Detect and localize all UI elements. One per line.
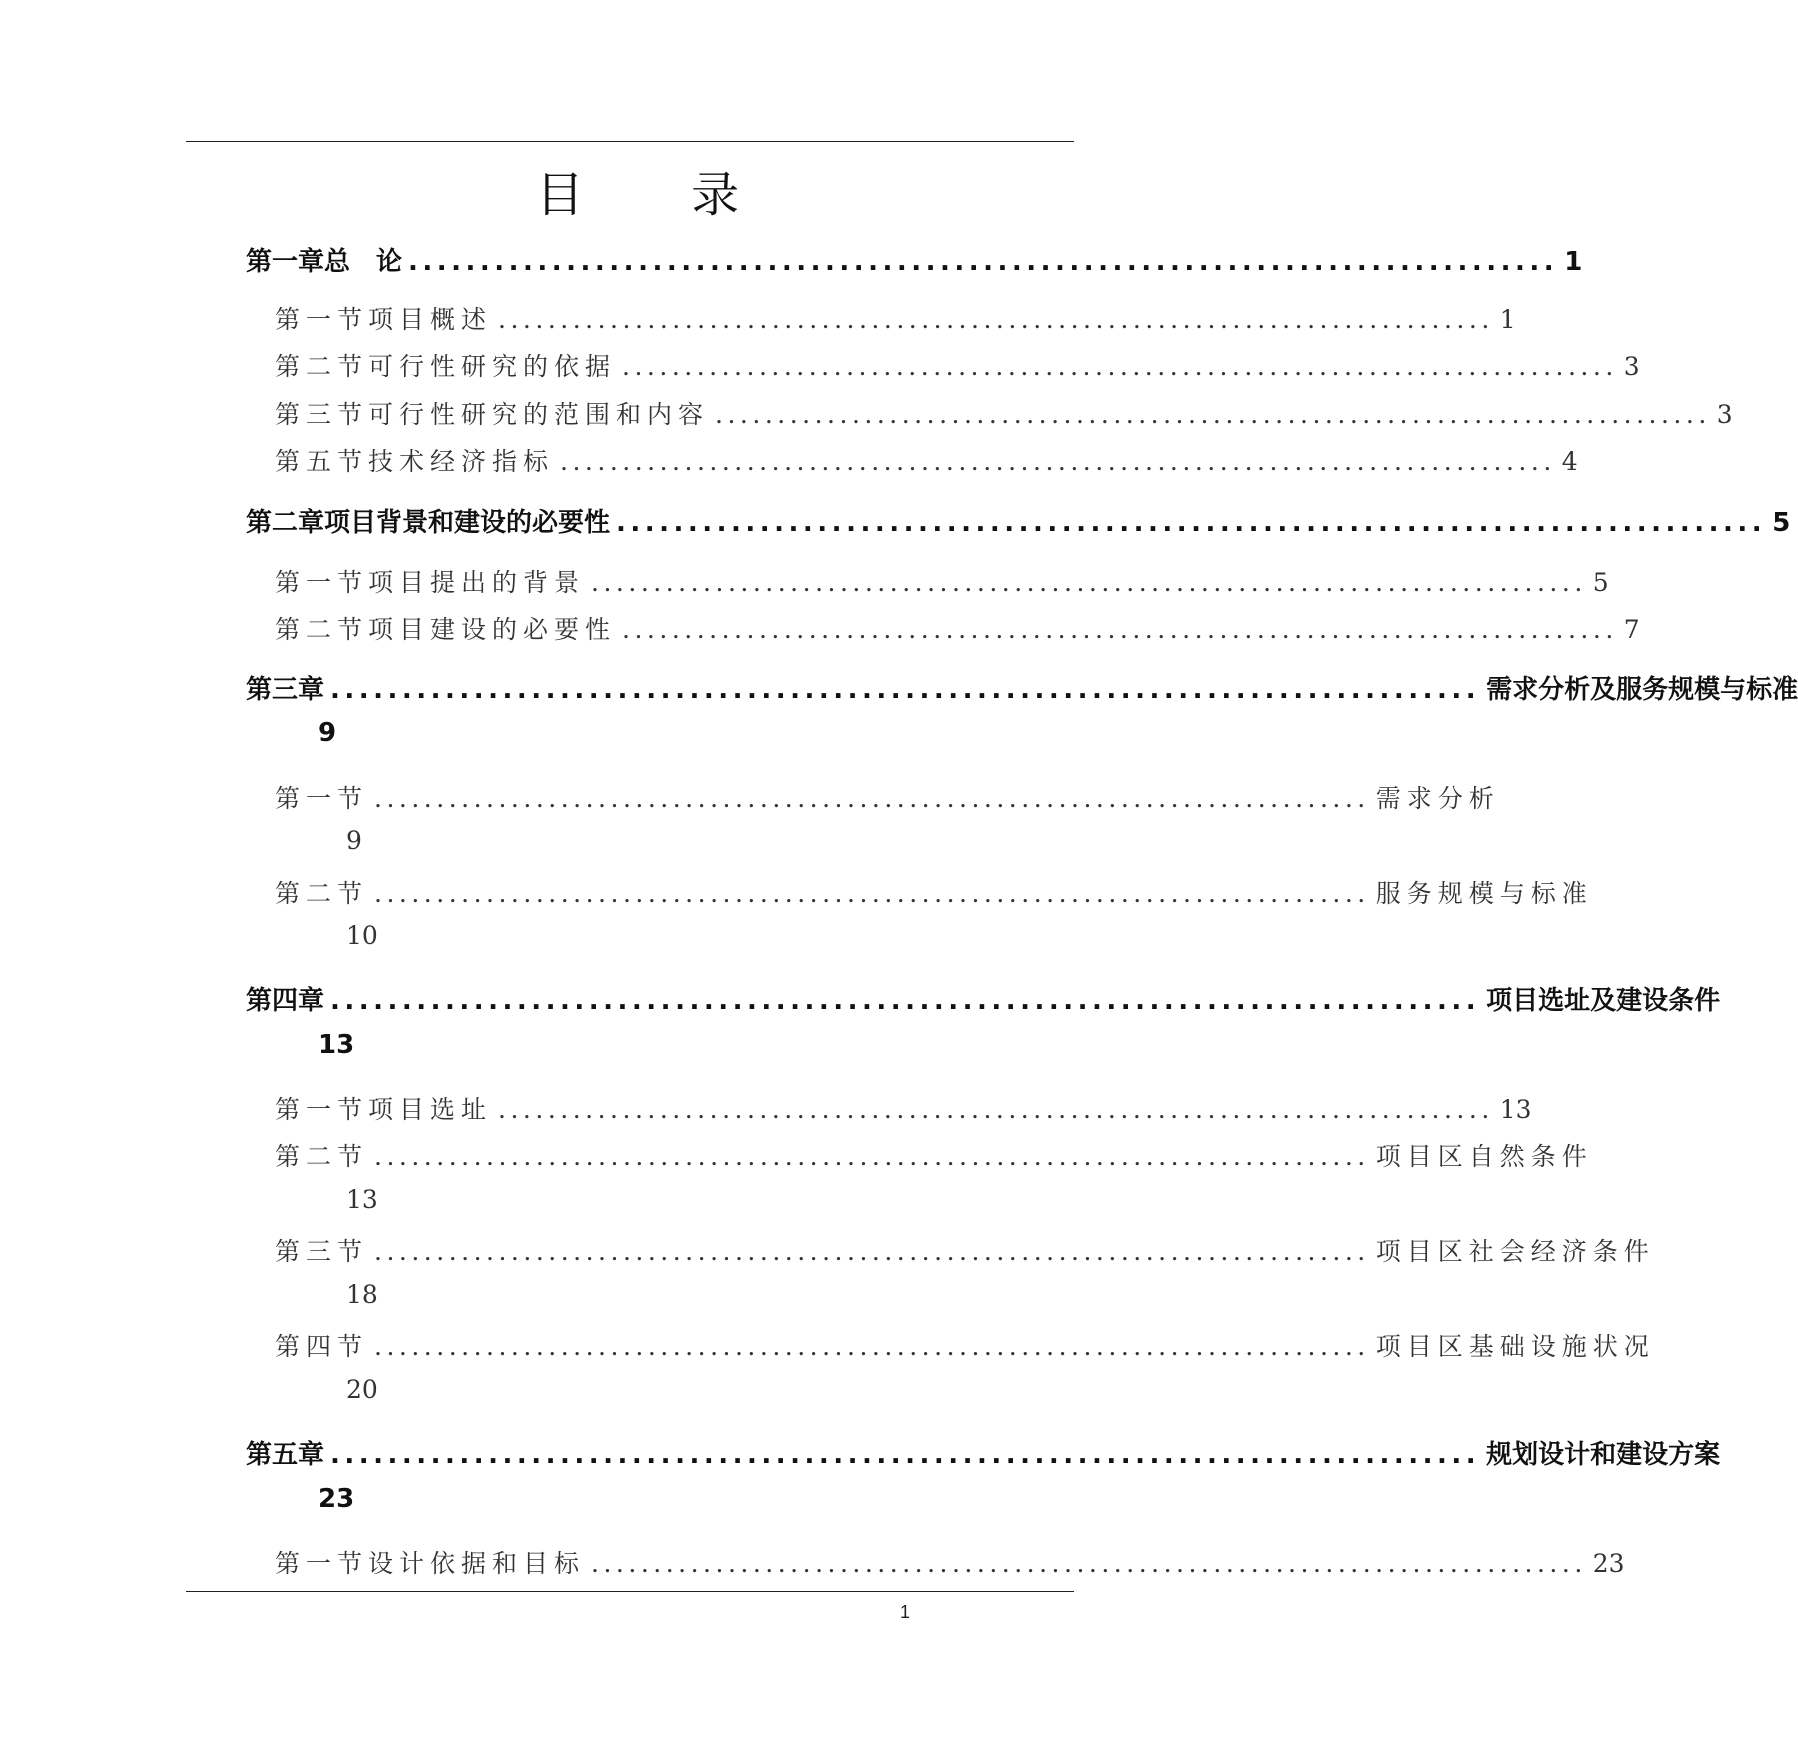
header-rule <box>186 141 1074 142</box>
toc-leader: ................................................................................ <box>560 447 1556 476</box>
toc-label: 第二节 <box>275 1142 369 1171</box>
toc-page: 10 <box>346 921 378 950</box>
toc-section[interactable] <box>275 563 1609 599</box>
toc-label: 第五章 <box>246 1440 325 1470</box>
toc-section[interactable] <box>275 347 1640 383</box>
toc-leader: ................................................................................ <box>622 352 1618 381</box>
toc-label: 第二节 <box>275 615 369 644</box>
toc-title: 需求分析及服务规模与标准 <box>1486 675 1798 705</box>
toc-title: 可行性研究的依据 <box>368 352 617 381</box>
toc-page: 13 <box>1499 1095 1532 1124</box>
toc-label: 第一节 <box>275 305 369 334</box>
toc-section[interactable] <box>275 1544 1625 1580</box>
toc-label: 第二节 <box>275 879 369 908</box>
toc-title: 需求分析 <box>1375 784 1500 813</box>
footer-rule <box>186 1591 1074 1592</box>
toc-leader: ................................................................................ <box>715 400 1711 429</box>
toc-page: 3 <box>1716 400 1733 429</box>
toc-page: 4 <box>1561 447 1578 476</box>
toc-section[interactable] <box>275 442 1578 478</box>
toc-title: 项目选址 <box>368 1095 493 1124</box>
toc-leader: ................................................................................ <box>374 879 1370 908</box>
toc-chapter-5[interactable] <box>246 1434 1721 1471</box>
toc-title: 技术经济指标 <box>368 447 555 476</box>
toc-page: 1 <box>1499 305 1516 334</box>
footer-page-number: 1 <box>900 1602 911 1622</box>
toc-leader: ................................................................................ <box>408 247 1559 277</box>
toc-title: 项目区社会经济条件 <box>1375 1237 1655 1266</box>
toc-leader: ................................................................................ <box>330 675 1481 705</box>
toc-chapter-3[interactable] <box>246 669 1798 706</box>
toc-page: 23 <box>318 1484 355 1514</box>
toc-label: 第一节 <box>275 568 369 597</box>
toc-leader: ................................................................................ <box>622 615 1618 644</box>
page-title: 目 录 <box>535 167 786 223</box>
toc-leader: ................................................................................ <box>498 305 1494 334</box>
toc-page: 9 <box>318 718 337 748</box>
toc-title: 设计依据和目标 <box>368 1549 586 1578</box>
toc-title: 规划设计和建设方案 <box>1486 1440 1721 1470</box>
toc-section[interactable] <box>275 1327 1655 1363</box>
toc-label: 第一章 <box>246 247 325 277</box>
toc-label: 第二节 <box>275 352 369 381</box>
toc-page: 3 <box>1623 352 1640 381</box>
toc-title: 项目选址及建设条件 <box>1486 986 1721 1016</box>
toc-section[interactable] <box>275 1137 1593 1173</box>
toc-label: 第一节 <box>275 1549 369 1578</box>
toc-leader: ................................................................................ <box>330 986 1481 1016</box>
toc-section[interactable] <box>275 874 1593 910</box>
toc-section[interactable] <box>275 1232 1655 1268</box>
toc-leader: ................................................................................ <box>374 1142 1370 1171</box>
toc-title: 项目建设的必要性 <box>368 615 617 644</box>
toc-section[interactable] <box>275 610 1640 646</box>
toc-label: 第四节 <box>275 1332 369 1361</box>
toc-title: 项目概述 <box>368 305 493 334</box>
toc-leader: ................................................................................ <box>330 1440 1481 1470</box>
toc-title: 可行性研究的范围和内容 <box>368 400 710 429</box>
toc-title: 总 论 <box>324 247 403 277</box>
toc-section[interactable] <box>275 395 1733 431</box>
toc-leader: ................................................................................ <box>591 1549 1587 1578</box>
toc-chapter-2[interactable] <box>246 502 1791 539</box>
toc-page: 5 <box>1592 568 1609 597</box>
toc-page: 13 <box>346 1185 378 1214</box>
toc-page: 1 <box>1564 247 1583 277</box>
toc-leader: ................................................................................ <box>374 1237 1370 1266</box>
toc-chapter-4[interactable] <box>246 980 1721 1017</box>
toc-page: 7 <box>1623 615 1640 644</box>
toc-leader: ................................................................................ <box>374 784 1370 813</box>
toc-leader: ................................................................................ <box>498 1095 1494 1124</box>
toc-section[interactable] <box>275 300 1516 336</box>
toc-label: 第五节 <box>275 447 369 476</box>
toc-page: 20 <box>346 1375 378 1404</box>
toc-leader: ................................................................................ <box>616 508 1767 538</box>
toc-page: 9 <box>346 826 362 855</box>
toc-label: 第三节 <box>275 1237 369 1266</box>
toc-page: 13 <box>318 1030 355 1060</box>
toc-page: 23 <box>1592 1549 1625 1578</box>
toc-title: 项目区自然条件 <box>1375 1142 1593 1171</box>
toc-label: 第三节 <box>275 400 369 429</box>
toc-leader: ................................................................................ <box>374 1332 1370 1361</box>
toc-label: 第一节 <box>275 784 369 813</box>
toc-label: 第一节 <box>275 1095 369 1124</box>
toc-title: 项目区基础设施状况 <box>1375 1332 1655 1361</box>
toc-title: 项目背景和建设的必要性 <box>324 508 611 538</box>
toc-leader: ................................................................................ <box>591 568 1587 597</box>
toc-title: 项目提出的背景 <box>368 568 586 597</box>
toc-chapter-1[interactable] <box>246 241 1583 278</box>
toc-page: 5 <box>1772 508 1791 538</box>
toc-label: 第三章 <box>246 675 325 705</box>
toc-label: 第四章 <box>246 986 325 1016</box>
toc-label: 第二章 <box>246 508 325 538</box>
toc-title: 服务规模与标准 <box>1375 879 1593 908</box>
toc-section[interactable] <box>275 779 1500 815</box>
toc-section[interactable] <box>275 1090 1532 1126</box>
toc-page: 18 <box>346 1280 378 1309</box>
